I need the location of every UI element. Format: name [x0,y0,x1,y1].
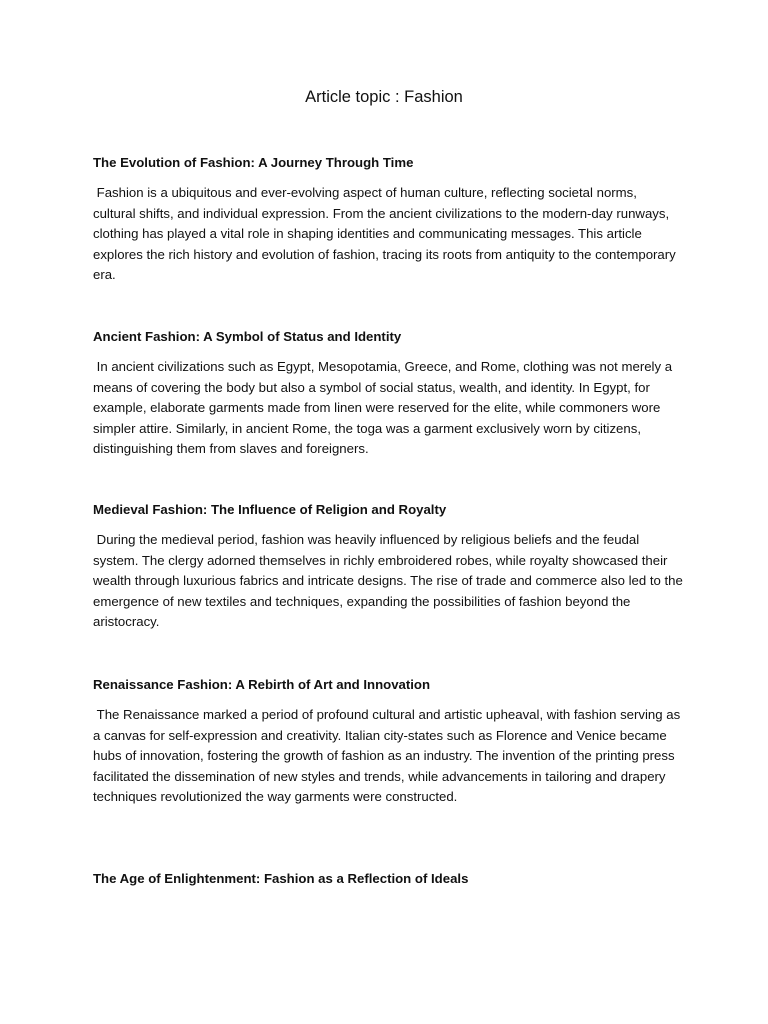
section-paragraph: In ancient civilizations such as Egypt, Mesopotamia, Greece, and Rome, clothing was not merely a means of covering the body but also a symbol of social status, wealth, and identity. In Egypt, for example, elaborate garments made from linen were reserved for the elite, while commoners wore simpler attire. Similarly, in ancient Rome, the toga was a garment exclusively worn by citizens, distinguishing them from slaves and foreigners. [93,359,676,457]
section-heading: Ancient Fashion: A Symbol of Status and Identity [93,329,402,344]
section-heading: Medieval Fashion: The Influence of Religion and Royalty [93,502,447,517]
section-evolution [93,153,683,286]
section-medieval [93,500,687,633]
section-heading: The Evolution of Fashion: A Journey Through Time [93,155,414,170]
section-enlightenment [93,869,683,889]
section-paragraph: During the medieval period, fashion was heavily influenced by religious beliefs and the feudal system. The clergy adorned themselves in richly embroidered robes, while royalty showcased their wealth through luxurious fabrics and intricate designs. The rise of trade and commerce also led to the emergence of new textiles and techniques, expanding the possibilities of fashion beyond the aristocracy. [93,532,687,630]
section-heading: Renaissance Fashion: A Rebirth of Art and Innovation [93,677,431,692]
section-renaissance [93,675,683,808]
section-ancient [93,327,683,460]
document-title: Article topic : Fashion [305,88,463,106]
section-paragraph: The Renaissance marked a period of profound cultural and artistic upheaval, with fashion serving as a canvas for self-expression and creativity. Italian city-states such as Florence and Venice became hubs of innovation, fostering the growth of fashion as an industry. The invention of the printing press facilitated the dissemination of new styles and trends, while advancements in tailoring and drapery techniques revolutionized the way garments were constructed. [93,707,684,805]
section-paragraph: Fashion is a ubiquitous and ever-evolving aspect of human culture, reflecting societal norms, cultural shifts, and individual expression. From the ancient civilizations to the modern-day runways, clothing has played a vital role in shaping identities and communicating messages. This article explores the rich history and evolution of fashion, tracing its roots from antiquity to the contemporary era. [93,185,680,283]
section-heading: The Age of Enlightenment: Fashion as a Reflection of Ideals [93,871,469,886]
